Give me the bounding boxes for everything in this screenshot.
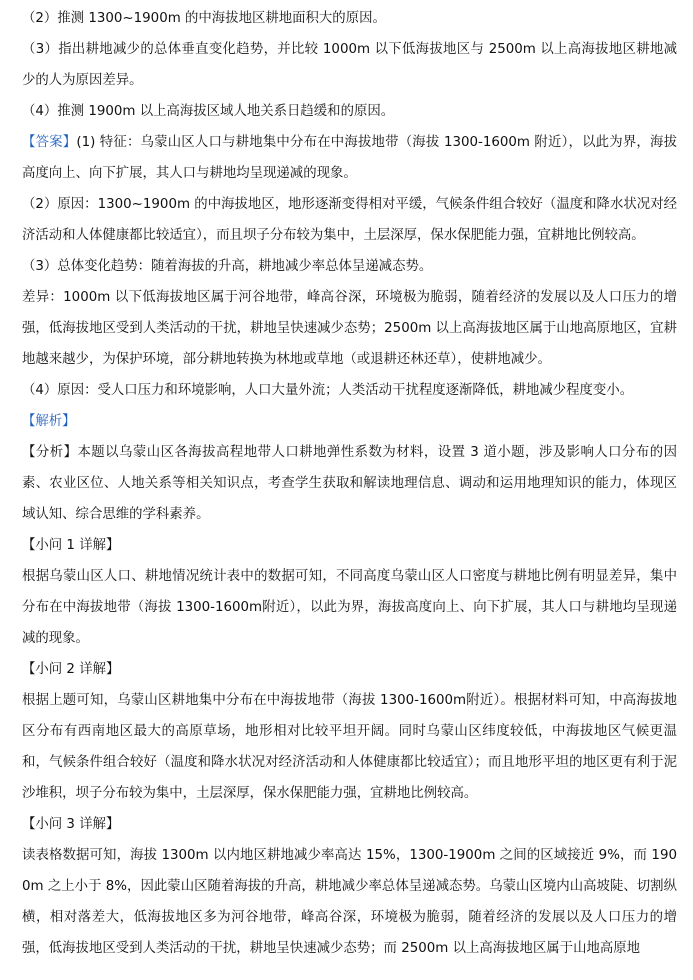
question-2: （2）推测 1300~1900m 的中海拔地区耕地面积大的原因。: [22, 11, 386, 26]
analysis-intro-label: 【分析】: [22, 445, 78, 460]
question-4: （4）推测 1900m 以上高海拔区域人地关系日趋缓和的原因。: [22, 104, 395, 119]
answer-3: （3）总体变化趋势：随着海拔的升高，耕地减少率总体呈递减态势。: [22, 259, 433, 274]
subquestion-2-label: 【小问 2 详解】: [22, 662, 120, 677]
answer-1: [22, 127, 677, 189]
subquestion-3-label: 【小问 3 详解】: [22, 817, 120, 832]
subquestion-1-label: 【小问 1 详解】: [22, 538, 120, 553]
subquestion-2-detail: 根据上题可知，乌蒙山区耕地集中分布在中海拔地带（海拔 1300-1600m附近）。根据材料可知，中高海拔地区分布有西南地区最大的高原草场，地形相对比较平坦开阔。同时乌蒙山区纬度较低，中海拔地区气候更温和，气候条件组合较好（温度和降水状况对经济活动和人体健康都比较适宜）；而且地形平坦的地区更有利于泥沙堆积，坝子分布较为集中，土层深厚，保水保肥能力强，宜耕地比例较高。: [22, 693, 677, 801]
subquestion-3-detail: 读表格数据可知，海拔 1300m 以内地区耕地减少率高达 15%，1300-1900m 之间的区域接近 9%，而 1900m 之上小于 8%，因此蒙山区随着海拔的升高，耕地减少率总体呈递减态势。乌蒙山区境内山高坡陡、切割纵横，相对落差大，低海拔地区多为河谷地带，峰高谷深，环境极为脆弱，随着经济的发展以及人口压力的增强，低海拔地区受到人类活动的干扰，耕地呈快速减少态势；而 2500m 以上高海拔地区属于山地高原地: [22, 848, 677, 956]
answer-label: 【答案】: [22, 135, 77, 150]
analysis-intro-text: 本题以乌蒙山区各海拔高程地带人口耕地弹性系数为材料，设置 3 道小题，涉及影响人口分布的因素、农业区位、人地关系等相关知识点，考查学生获取和解读地理信息、调动和运用地理知识的能力，体现区域认知、综合思维的学科素养。: [22, 445, 678, 522]
analysis-intro: [22, 437, 677, 530]
analysis-label: 【解析】: [22, 414, 76, 429]
question-3: （3）指出耕地减少的总体垂直变化趋势，并比较 1000m 以下低海拔地区与 2500m 以上高海拔地区耕地减少的人为原因差异。: [22, 42, 677, 88]
answer-2: （2）原因：1300~1900m 的中海拔地区，地形逐渐变得相对平缓，气候条件组合较好（温度和降水状况对经济活动和人体健康都比较适宜），而且坝子分布较为集中，土层深厚，保水保肥能力强，宜耕地比例较高。: [22, 197, 677, 243]
answer-1-text: (1) 特征：乌蒙山区人口与耕地集中分布在中海拔地带（海拔 1300-1600m 附近），以此为界，海拔高度向上、向下扩展，其人口与耕地均呈现递减的现象。: [22, 135, 677, 181]
answer-3-difference: 差异：1000m 以下低海拔地区属于河谷地带，峰高谷深，环境极为脆弱，随着经济的发展以及人口压力的增强，低海拔地区受到人类活动的干扰，耕地呈快速减少态势；2500m 以上高海拔地区属于山地高原地区，宜耕地越来越少，为保护环境，部分耕地转换为林地或草地（或退耕还林还草），使耕地减少。: [22, 290, 677, 367]
subquestion-1-detail: 根据乌蒙山区人口、耕地情况统计表中的数据可知，不同高度乌蒙山区人口密度与耕地比例有明显差异，集中分布在中海拔地带（海拔 1300-1600m附近），以此为界，海拔高度向上、向下扩展，其人口与耕地均呈现递减的现象。: [22, 569, 677, 646]
answer-4: （4）原因：受人口压力和环境影响，人口大量外流；人类活动干扰程度逐渐降低，耕地减少程度变小。: [22, 383, 634, 398]
